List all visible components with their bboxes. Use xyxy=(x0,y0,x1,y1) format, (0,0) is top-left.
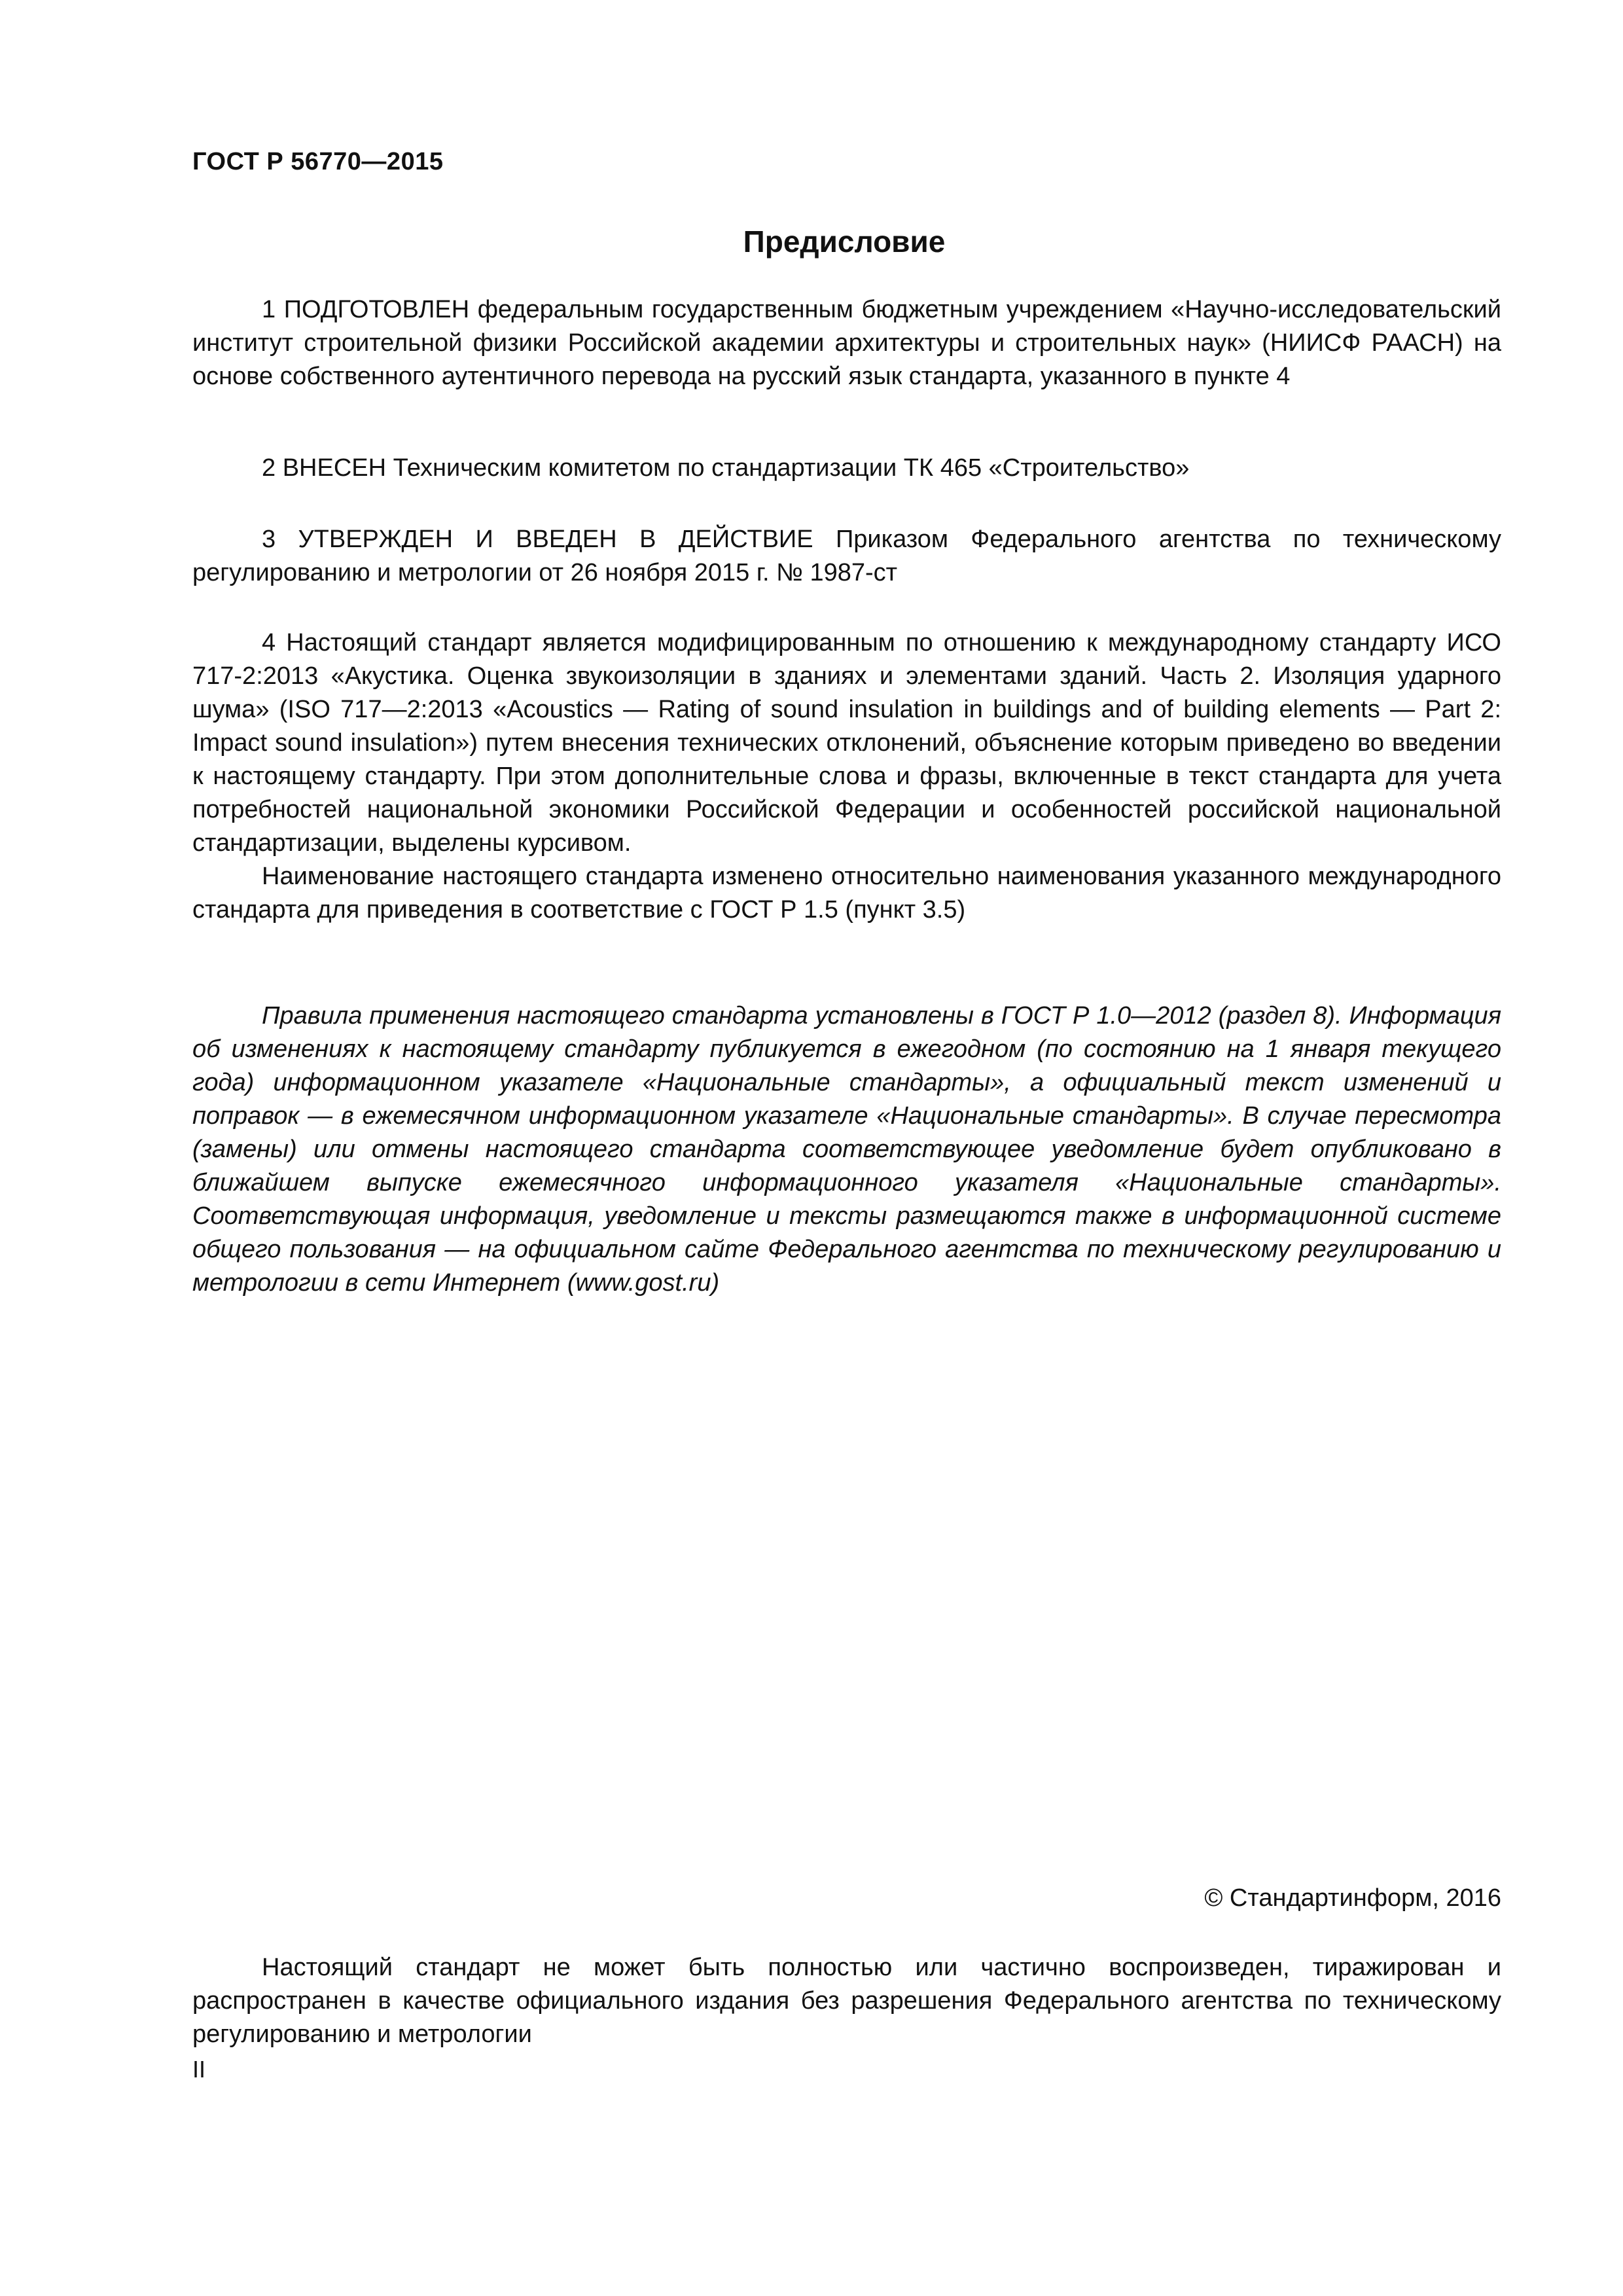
page-number: II xyxy=(192,2056,206,2083)
paragraph-text: 1 ПОДГОТОВЛЕН федеральным государственным бюджетным учреждением «Научно-исследовательский институт строительной физики Российской академии архитектуры и строительных наук» (НИИСФ РААСН) на основе собственного аутентичного перевода на русский язык стандарта, указанного в пункте 4 xyxy=(192,296,1501,390)
document-number: ГОСТ Р 56770—2015 xyxy=(192,148,444,175)
paragraph-approved xyxy=(192,523,1501,590)
paragraph-text: 3 УТВЕРЖДЕН И ВВЕДЕН В ДЕЙСТВИЕ Приказом Федерального агентства по техническому регулированию и метрологии от 26 ноября 2015 г. № 1987-ст xyxy=(192,526,1501,586)
copyright-line: © Стандартинформ, 2016 xyxy=(1204,1884,1501,1912)
reproduction-rights-notice xyxy=(192,1951,1501,2051)
section-title: Предисловие xyxy=(743,224,946,259)
rights-text: Настоящий стандарт не может быть полностью или частично воспроизведен, тиражирован и распространен в качестве официального издания без разрешения Федерального агентства по техническому регулированию и метрологии xyxy=(192,1954,1501,2048)
paragraph-prepared-by xyxy=(192,293,1501,393)
notice-text: Правила применения настоящего стандарта установлены в ГОСТ Р 1.0—2012 (раздел 8). Информация об изменениях к настоящему стандарту публикуется в ежегодном (по состоянию на 1 января текущего года) информационном указателе «Национальные стандарты», а официальный текст изменений и поправок — в ежемесячном информационном указателе «Национальные стандарты». В случае пересмотра (замены) или отмены настоящего стандарта соответствующее уведомление будет опубликовано в ближайшем выпуске ежемесячного информационного указателя «Национальные стандарты». Соответствующая информация, уведомление и тексты размещаются также в информационной системе общего пользования — на официальном сайте Федерального агентства по техническому регулированию и метрологии в сети Интернет (www.gost.ru) xyxy=(192,1002,1501,1297)
paragraph-text: 2 ВНЕСЕН Техническим комитетом по стандартизации ТК 465 «Строительство» xyxy=(262,454,1190,482)
paragraph-modified-standard xyxy=(192,626,1501,927)
paragraph-text: 4 Настоящий стандарт является модифицированным по отношению к международному стандарту ИСО 717-2:2013 «Акустика. Оценка звукоизоляции в зданиях и элементами зданий. Часть 2. Изоляция ударного шума» (ISO 717—2:2013 «Acoustics — Rating of sound insulation in buildings and of building elements — Part 2: Impact sound insulation») путем внесения технических отклонений, объяснение которым приведено во введении к настоящему стандарту. При этом дополнительные слова и фразы, включенные в текст стандарта для учета потребностей национальной экономики Российской Федерации и особенностей российской национальной стандартизации, выделены курсивом. xyxy=(192,629,1501,857)
paragraph-text: Наименование настоящего стандарта изменено относительно наименования указанного международного стандарта для приведения в соответствие с ГОСТ Р 1.5 (пункт 3.5) xyxy=(192,863,1501,924)
application-rules-notice xyxy=(192,999,1501,1300)
paragraph-submitted-by xyxy=(192,452,1501,485)
